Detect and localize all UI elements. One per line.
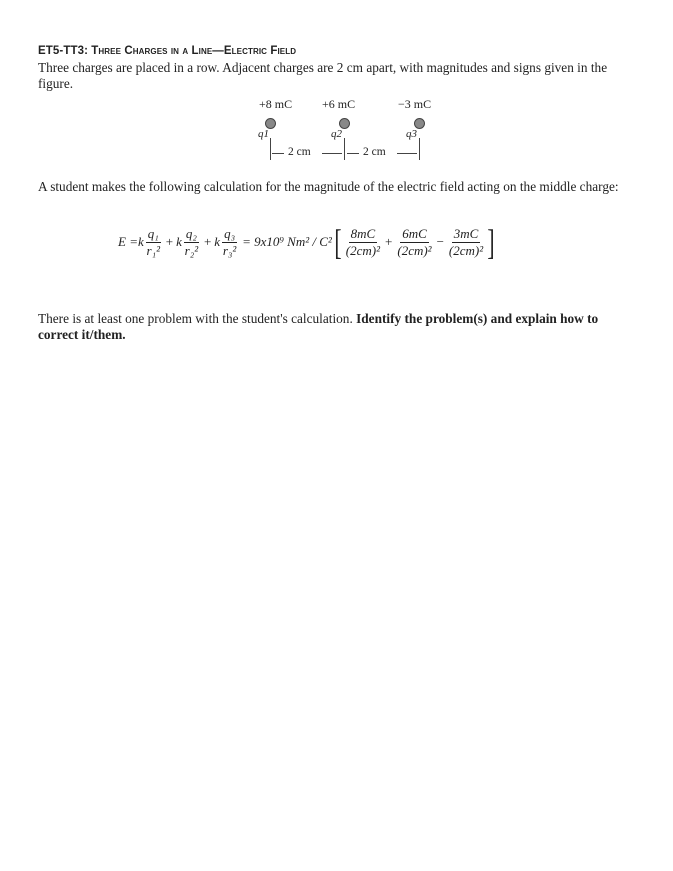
eq-op: + <box>203 234 212 249</box>
page-title: ET5-TT3: Three Charges in a Line—Electric Field <box>38 45 297 57</box>
denominator: (2cm)² <box>448 242 484 258</box>
question-bold: Identify the problem(s) and explain how to correct it/them. <box>38 311 599 342</box>
eq-op: + <box>385 234 393 249</box>
denominator: (2cm)² <box>345 242 381 258</box>
eq-constant: = 9x10⁹ Nm² / C² <box>242 234 332 249</box>
student-equation <box>118 224 497 260</box>
dimension-tick <box>270 138 271 160</box>
eq-op: − <box>436 234 444 249</box>
dimension-line <box>272 153 284 154</box>
dimension-line <box>347 153 359 154</box>
charge-value: −3 mC <box>398 97 432 111</box>
question-text <box>38 311 638 343</box>
numerator: q₁ <box>147 225 159 241</box>
denominator: r₁² <box>146 242 160 258</box>
spacing-label: 2 cm <box>288 146 311 158</box>
denominator: (2cm)² <box>397 242 432 258</box>
dimension-line <box>322 153 342 154</box>
numerator: 6mC <box>402 225 427 241</box>
eq-fraction <box>397 226 431 259</box>
dimension-line <box>397 153 417 154</box>
charge-label: q3 <box>406 128 417 140</box>
eq-k: k <box>137 234 144 249</box>
numerator: q₂ <box>185 225 197 241</box>
eq-k: k <box>176 234 182 249</box>
spacing-label: 2 cm <box>363 146 386 158</box>
numerator: 8mC <box>350 225 376 241</box>
dimension-tick <box>419 138 420 160</box>
eq-k: k <box>214 234 221 249</box>
right-bracket: ] <box>487 222 495 262</box>
eq-fraction <box>184 226 199 259</box>
denominator: r₃² <box>222 242 237 258</box>
eq-fraction <box>146 226 161 259</box>
eq-fraction <box>346 226 380 259</box>
eq-fraction <box>449 226 483 259</box>
charge-label: q2 <box>331 128 342 140</box>
prompt-text: A student makes the following calculation for the magnitude of the electric field acting on the middle charge: <box>38 179 619 194</box>
eq-lhs: E = <box>118 234 138 249</box>
intro-text: Three charges are placed in a row. Adjacent charges are 2 cm apart, with magnitudes and signs given in the figure. <box>38 60 608 91</box>
left-bracket: [ <box>334 222 342 262</box>
charge-value: +8 mC <box>259 97 293 111</box>
charge-label: q1 <box>258 128 269 140</box>
charge-value: +6 mC <box>322 97 356 111</box>
eq-fraction <box>222 226 237 259</box>
dimension-tick <box>344 138 345 160</box>
eq-op: + <box>165 234 174 249</box>
question-plain: There is at least one problem with the student's calculation. <box>38 311 357 326</box>
denominator: r₂² <box>184 242 199 258</box>
numerator: 3mC <box>453 225 479 241</box>
numerator: q₃ <box>224 225 236 241</box>
